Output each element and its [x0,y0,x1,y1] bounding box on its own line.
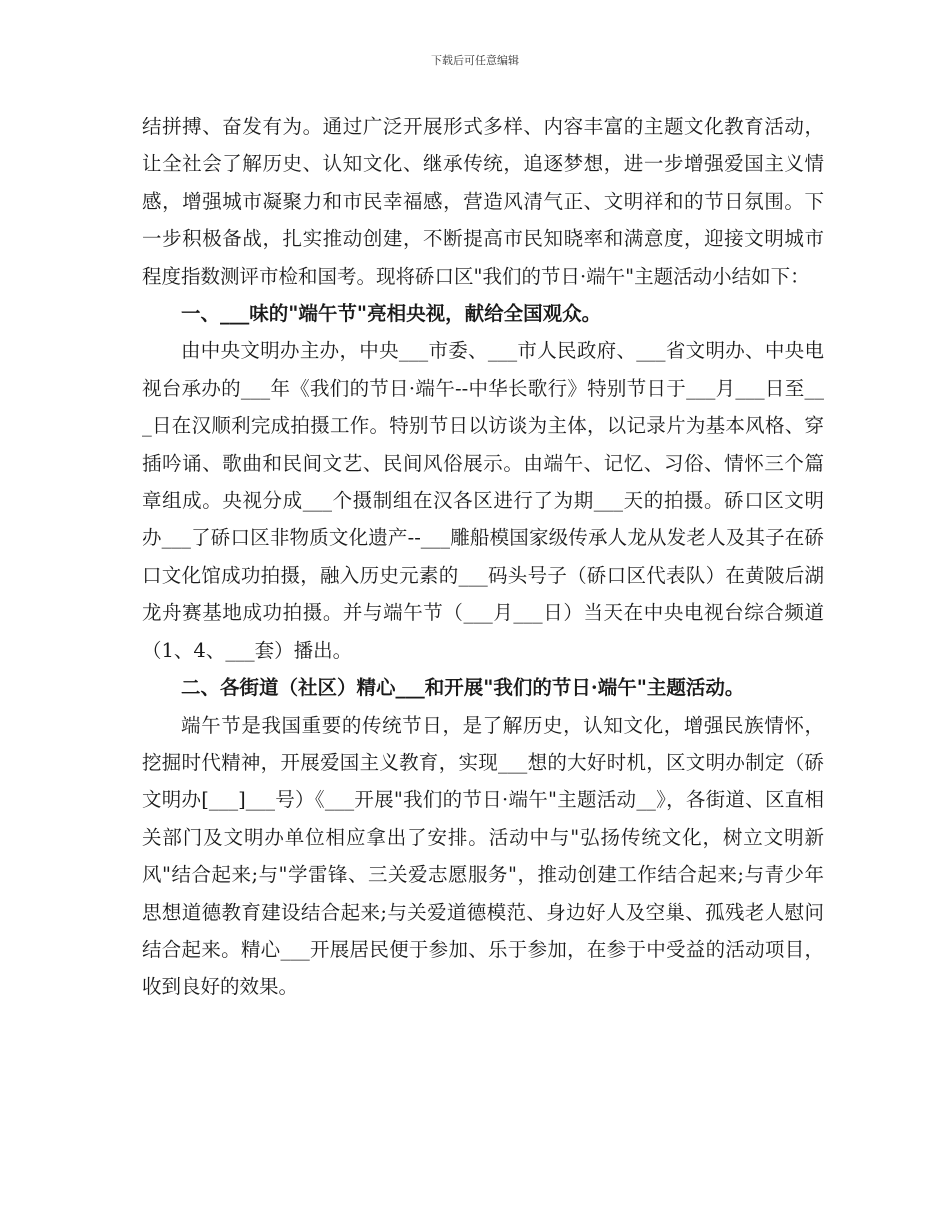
paragraph-section-2: 端午节是我国重要的传统节日，是了解历史，认知文化，增强民族情怀，挖掘时代精神，开展爱国主义教育，实现___想的大好时机，区文明办制定（硚文明办[___]___号）《___开展"我们的节日·端午"主题活动__》，各街道、区直相关部门及文明办单位相应拿出了安排。活动中与"弘扬传统文化，树立文明新风"结合起来;与"学雷锋、三关爱志愿服务"，推动创建工作结合起来;与青少年思想道德教育建设结合起来;与关爱道德模范、身边好人及空巢、孤残老人慰问结合起来。精心___开展居民便于参加、乐于参加，在参于中受益的活动项目，收到良好的效果。 [142,713,824,999]
document-body [142,108,824,1006]
paragraph-intro: 结拼搏、奋发有为。通过广泛开展形式多样、内容丰富的主题文化教育活动，让全社会了解历史、认知文化、继承传统，追逐梦想，进一步增强爱国主义情感，增强城市凝聚力和市民幸福感，营造风清气正、文明祥和的节日氛围。下一步积极备战，扎实推动创建，不断提高市民知晓率和满意度，迎接文明城市程度指数测评市检和国考。现将硚口区"我们的节日·端午"主题活动小结如下： [142,115,824,288]
section-heading-2: 二、各街道（社区）精心___和开展"我们的节日·端午"主题活动。 [181,676,745,700]
paragraph-section-1: 由中央文明办主办，中央___市委、___市人民政府、___省文明办、中央电视台承办的___年《我们的节日·端午--中华长歌行》特别节日于___月___日至___日在汉顺利完成拍摄工作。特别节日以访谈为主体，以记录片为基本风格、穿插吟诵、歌曲和民间文艺、民间风俗展示。由端午、记忆、习俗、情怀三个篇章组成。央视分成___个摄制组在汉各区进行了为期___天的拍摄。硚口区文明办___了硚口区非物质文化遗产--___雕船模国家级传承人龙从发老人及其子在硚口文化馆成功拍摄，融入历史元素的___码头号子（硚口区代表队）在黄陂后湖龙舟赛基地成功拍摄。并与端午节（___月___日）当天在中央电视台综合频道（1、4、___套）播出。 [142,339,824,662]
page-header: 下载后可任意编辑 [431,54,519,67]
section-heading-1: 一、___味的"端午节"亮相央视，献给全国观众。 [181,302,602,326]
